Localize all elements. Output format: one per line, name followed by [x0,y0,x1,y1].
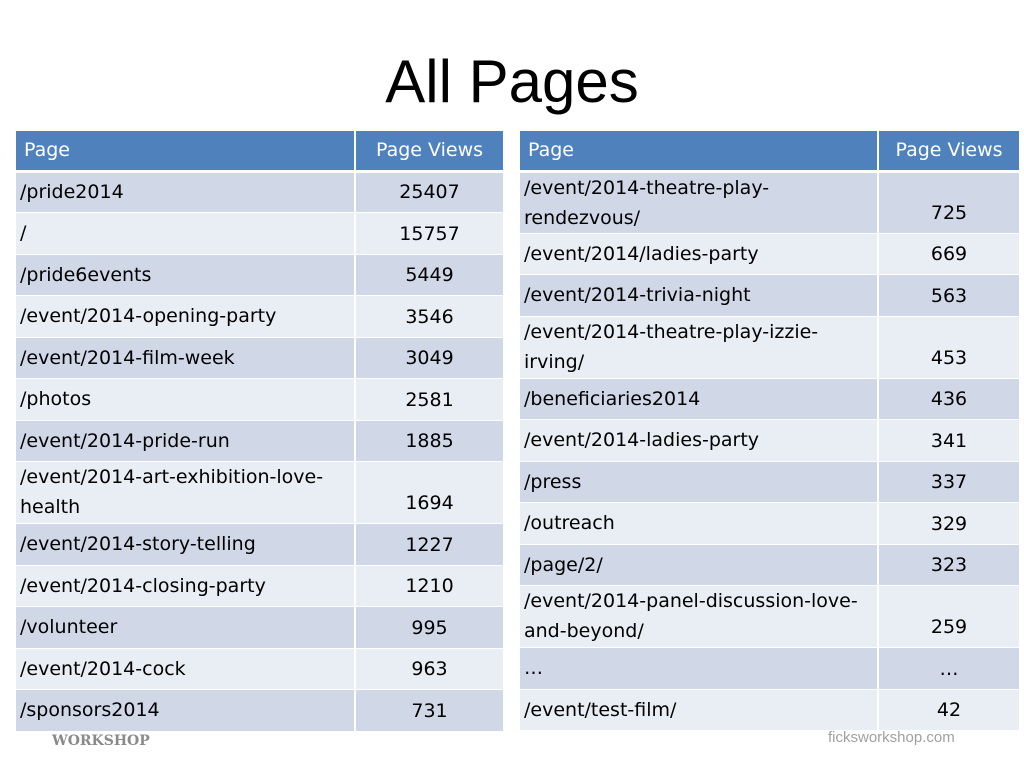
column-header-page-views: Page Views [878,131,1020,171]
footer-logo-right: ficksworkshop.com [828,729,955,746]
page-path-cell: /event/2014-closing-party [16,565,355,607]
table-row [520,275,1020,317]
page-path-cell: /event/2014-trivia-night [520,275,878,317]
page-views-cell: 337 [878,461,1020,503]
page-path-cell: /event/2014-panel-discussion-love-and-beyond/ [520,586,878,648]
table-row [16,296,504,338]
table-row [520,461,1020,503]
table-row [520,689,1020,731]
footer-logo-left: WORKSHOP [52,733,150,749]
table-row [16,379,504,421]
table-header-row [16,131,504,171]
page-path-cell: /beneficiaries2014 [520,378,878,420]
page-title: All Pages [385,48,639,115]
table-row [16,690,504,732]
page-views-cell: 1227 [355,524,504,566]
page-views-cell: 323 [878,544,1020,586]
page-views-cell: … [878,648,1020,690]
page-views-cell: 1885 [355,420,504,462]
column-header-page: Page [520,131,878,171]
page-views-table-left [16,131,505,732]
table-row [520,378,1020,420]
page-views-cell: 15757 [355,213,504,255]
table-row [520,171,1020,233]
column-header-page: Page [16,131,355,171]
page-views-cell: 731 [355,690,504,732]
table-row [520,503,1020,545]
page-views-cell: 963 [355,648,504,690]
page-path-cell: /event/2014-pride-run [16,420,355,462]
page-path-cell: /event/2014-art-exhibition-love-health [16,462,355,524]
page-views-cell: 341 [878,420,1020,462]
page-path-cell: /event/2014-story-telling [16,524,355,566]
page-path-cell: /event/2014-theatre-play-izzie-irving/ [520,316,878,378]
table-row [16,565,504,607]
page-path-cell: / [16,213,355,255]
page-path-cell: /outreach [520,503,878,545]
page-views-cell: 563 [878,275,1020,317]
table-row [16,462,504,524]
table-row [520,544,1020,586]
page-views-cell: 42 [878,689,1020,731]
page-path-cell: /event/test-film/ [520,689,878,731]
page-views-cell: 259 [878,586,1020,648]
table-row [16,171,504,213]
page-views-cell: 3546 [355,296,504,338]
page-path-cell: /page/2/ [520,544,878,586]
page-path-cell: … [520,648,878,690]
page-path-cell: /sponsors2014 [16,690,355,732]
table-row [520,233,1020,275]
table-row [16,607,504,649]
page-path-cell: /event/2014-opening-party [16,296,355,338]
page-views-cell: 436 [878,378,1020,420]
page-views-cell: 5449 [355,254,504,296]
page-path-cell: /event/2014-ladies-party [520,420,878,462]
page-path-cell: /event/2014-theatre-play-rendezvous/ [520,171,878,233]
table-row [520,316,1020,378]
page-path-cell: /pride2014 [16,171,355,213]
page-views-cell: 995 [355,607,504,649]
table-row [520,420,1020,462]
table-header-row [520,131,1020,171]
page-path-cell: /event/2014/ladies-party [520,233,878,275]
page-path-cell: /event/2014-film-week [16,337,355,379]
page-views-table-right [520,131,1021,731]
page-views-cell: 453 [878,316,1020,378]
page-views-cell: 1694 [355,462,504,524]
page-path-cell: /volunteer [16,607,355,649]
table-row [520,648,1020,690]
page-views-cell: 329 [878,503,1020,545]
page-views-cell: 3049 [355,337,504,379]
page-views-cell: 1210 [355,565,504,607]
page-path-cell: /photos [16,379,355,421]
page-path-cell: /pride6events [16,254,355,296]
page-views-cell: 25407 [355,171,504,213]
table-row [16,420,504,462]
table-row [520,586,1020,648]
page-views-cell: 2581 [355,379,504,421]
table-row [16,337,504,379]
page-path-cell: /event/2014-cock [16,648,355,690]
table-row [16,213,504,255]
table-row [16,524,504,566]
page-views-cell: 669 [878,233,1020,275]
page-views-cell: 725 [878,171,1020,233]
page-path-cell: /press [520,461,878,503]
table-row [16,648,504,690]
table-row [16,254,504,296]
column-header-page-views: Page Views [355,131,504,171]
